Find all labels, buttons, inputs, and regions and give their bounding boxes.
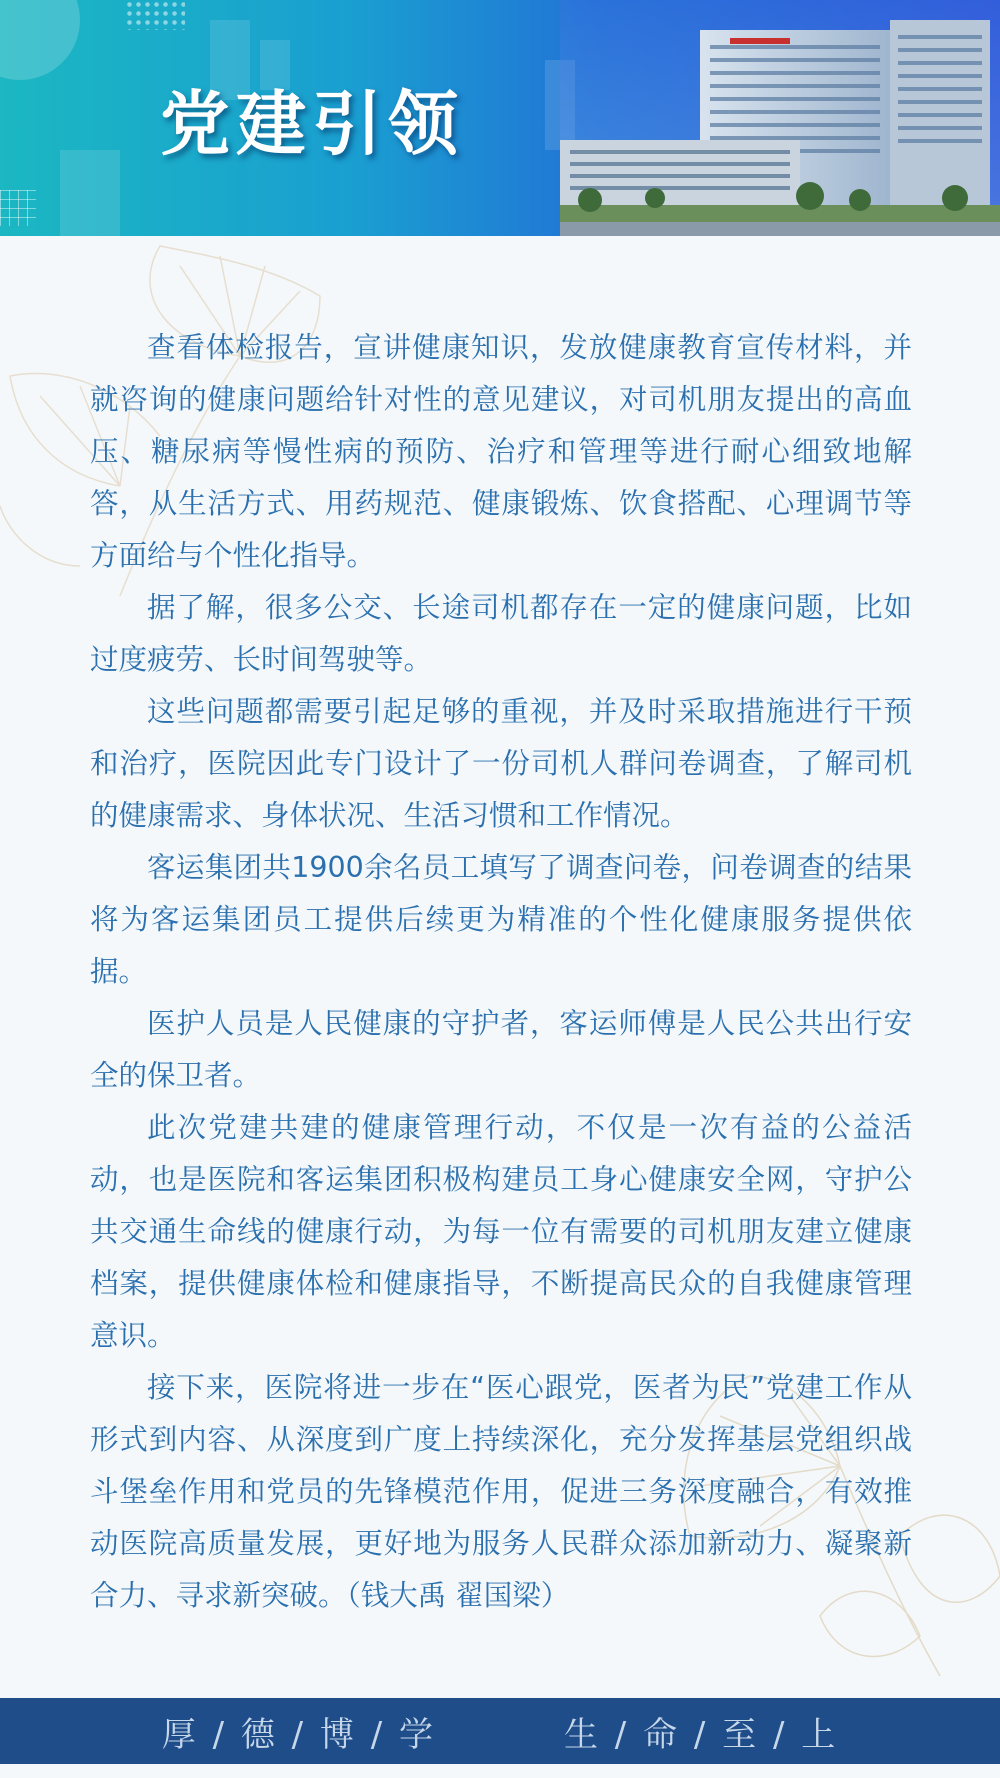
hospital-building-image <box>560 0 1000 236</box>
header-banner <box>0 0 1000 236</box>
grid-decoration <box>0 190 36 226</box>
bokeh-decoration <box>0 0 80 80</box>
article-body <box>90 322 912 1622</box>
article-paragraph: 医护人员是人民健康的守护者，客运师傅是人民公共出行安全的保卫者。 <box>90 1007 912 1092</box>
article-paragraph: 据了解，很多公交、长途司机都存在一定的健康问题，比如过度疲劳、长时间驾驶等。 <box>90 591 912 676</box>
article-paragraph: 查看体检报告，宣讲健康知识，发放健康教育宣传材料，并就咨询的健康问题给针对性的意见建议，对司机朋友提出的高血压、糖尿病等慢性病的预防、治疗和管理等进行耐心细致地解答，从生活方式、用药规范、健康锻炼、饮食搭配、心理调节等方面给与个性化指导。 <box>90 331 912 572</box>
article-paragraph: 接下来，医院将进一步在“医心跟党，医者为民”党建工作从形式到内容、从深度到广度上持续深化，充分发挥基层党组织战斗堡垒作用和党员的先锋模范作用，促进三务深度融合，有效推动医院高质量发展，更好地为服务人民群众添加新动力、凝聚新合力、寻求新突破。（钱大禹 翟国梁） <box>90 1371 912 1612</box>
ghost-building-decoration <box>60 150 120 236</box>
article-paragraph: 此次党建共建的健康管理行动，不仅是一次有益的公益活动，也是医院和客运集团积极构建员工身心健康安全网，守护公共交通生命线的健康行动，为每一位有需要的司机朋友建立健康档案，提供健康体检和健康指导，不断提高民众的自我健康管理意识。 <box>90 1111 912 1352</box>
dot-pattern-decoration <box>125 0 185 30</box>
article-paragraph: 这些问题都需要引起足够的重视，并及时采取措施进行干预和治疗，医院因此专门设计了一份司机人群问卷调查，了解司机的健康需求、身体状况、生活习惯和工作情况。 <box>90 695 912 832</box>
footer-slogan-right: 生 / 命 / 至 / 上 <box>564 1714 839 1755</box>
footer-banner <box>0 1698 1000 1764</box>
content-area <box>0 236 1000 1696</box>
footer-slogan-left: 厚 / 德 / 博 / 学 <box>161 1714 436 1755</box>
page-title: 党建引领 <box>160 82 464 165</box>
article-paragraph: 客运集团共1900余名员工填写了调查问卷，问卷调查的结果将为客运集团员工提供后续更为精准的个性化健康服务提供依据。 <box>90 851 912 988</box>
